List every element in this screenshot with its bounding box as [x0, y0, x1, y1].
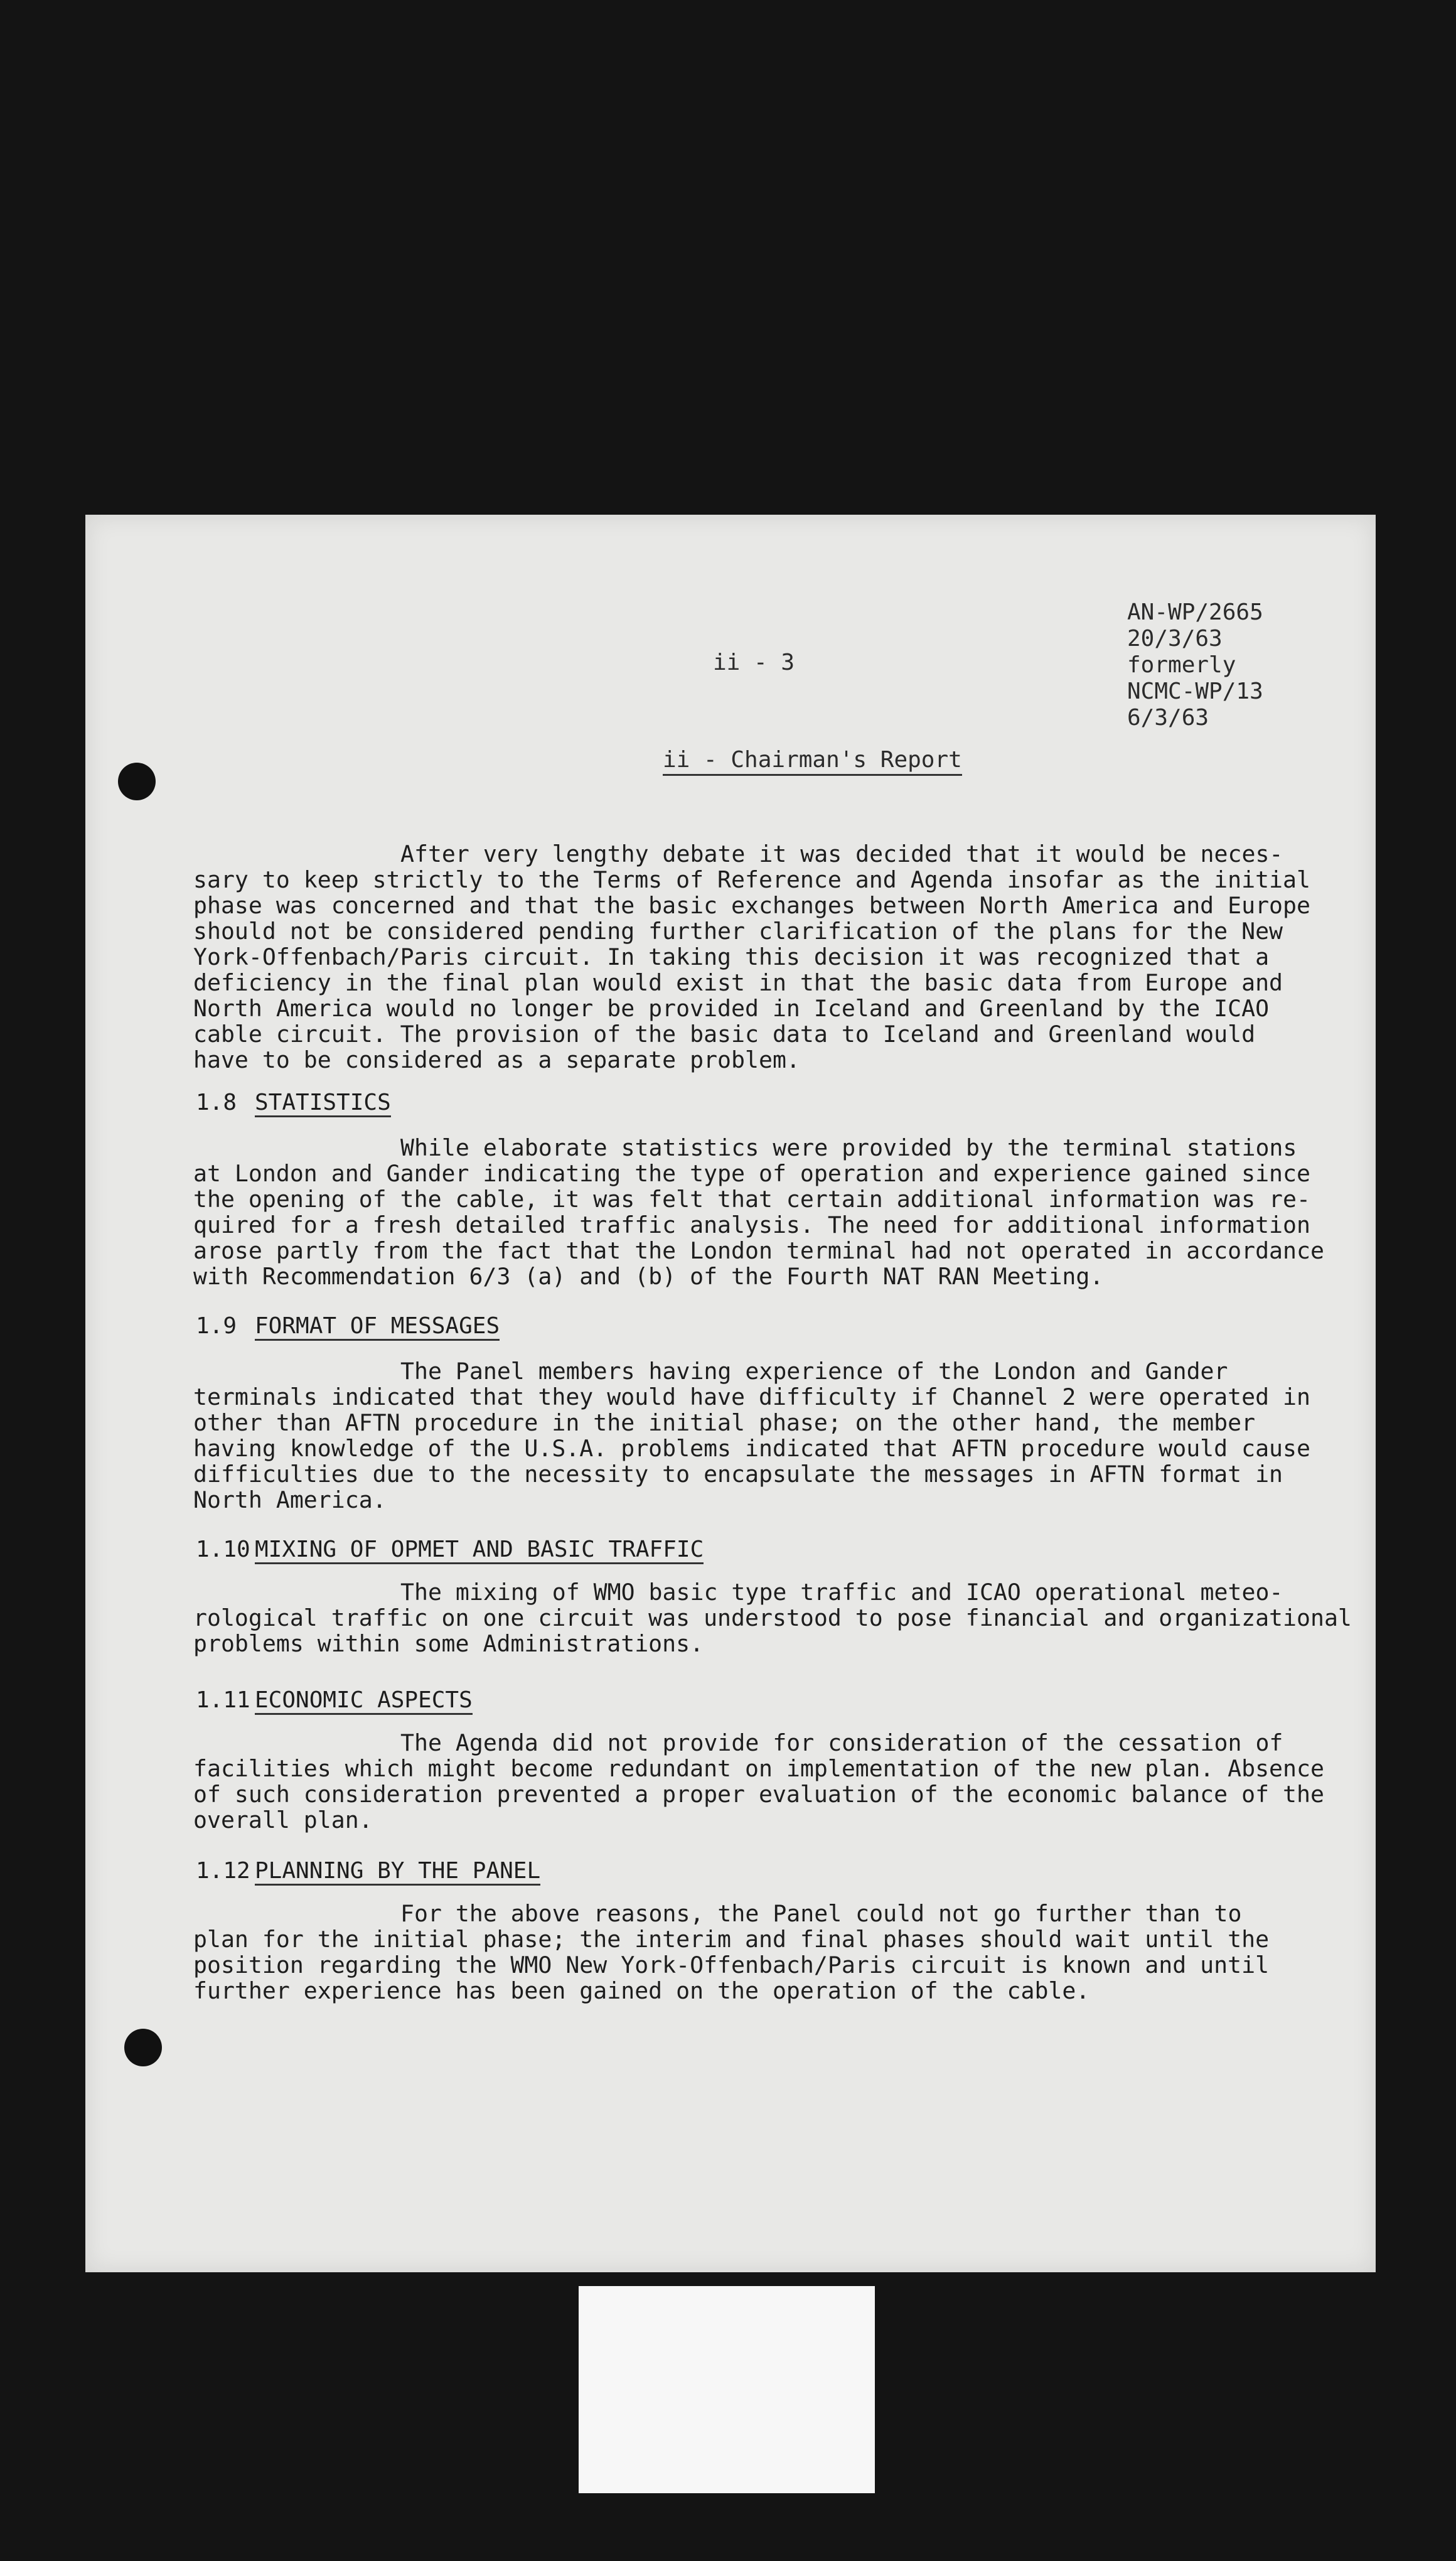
page-number: ii - 3	[713, 650, 795, 675]
section-heading	[196, 1090, 391, 1115]
text-line: at London and Gander indicating the type of operation and experience gained since	[193, 1160, 1310, 1187]
page-heading: ii - Chairman's Report	[663, 747, 962, 776]
text-line: overall plan.	[193, 1807, 373, 1834]
text-line: having knowledge of the U.S.A. problems indicated that AFTN procedure would cause	[193, 1435, 1310, 1462]
text-line: York-Offenbach/Paris circuit. In taking this decision it was recognized that a	[193, 943, 1270, 970]
text-line: should not be considered pending further clarification of the plans for the New	[193, 918, 1283, 945]
text-line: sary to keep strictly to the Terms of Reference and Agenda insofar as the initial	[193, 866, 1310, 893]
text-line: further experience has been gained on the operation of the cable.	[193, 1977, 1090, 2004]
punch-hole-bottom	[124, 2029, 162, 2066]
text-line: cable circuit. The provision of the basic data to Iceland and Greenland would	[193, 1021, 1256, 1048]
text-line: phase was concerned and that the basic exchanges between North America and Europe	[193, 892, 1310, 919]
text-line: The Panel members having experience of the London and Gander	[400, 1358, 1228, 1385]
section-number: 1.12	[196, 1858, 250, 1884]
section-heading	[196, 1858, 540, 1884]
section-number: 1.9	[196, 1313, 237, 1339]
text-line: with Recommendation 6/3 (a) and (b) of the Fourth NAT RAN Meeting.	[193, 1263, 1104, 1290]
text-line: The mixing of WMO basic type traffic and ICAO operational meteo-	[400, 1579, 1283, 1606]
text-line: North America.	[193, 1486, 387, 1513]
reference-block	[1127, 599, 1315, 731]
text-line: deficiency in the final plan would exist in that the basic data from Europe and	[193, 969, 1283, 996]
ref-line: 20/3/63	[1127, 626, 1223, 652]
text-line: After very lengthy debate it was decided that it would be neces-	[400, 840, 1283, 867]
section-heading	[196, 1313, 500, 1339]
text-line: North America would no longer be provided in Iceland and Greenland by the ICAO	[193, 995, 1270, 1022]
section-paragraph	[193, 1729, 1324, 1834]
punch-hole-top	[118, 763, 156, 800]
text-line: For the above reasons, the Panel could not go further than to	[400, 1900, 1242, 1927]
text-line: position regarding the WMO New York-Offenbach/Paris circuit is known and until	[193, 1952, 1270, 1978]
section-paragraph	[193, 1579, 1352, 1657]
text-line: the opening of the cable, it was felt that certain additional information was re-	[193, 1186, 1310, 1213]
section-paragraph	[193, 1358, 1310, 1513]
text-line: plan for the initial phase; the interim and final phases should wait until the	[193, 1926, 1270, 1953]
text-line: problems within some Administrations.	[193, 1630, 704, 1657]
ref-line: 6/3/63	[1127, 705, 1209, 731]
section-number: 1.8	[196, 1090, 237, 1115]
section-paragraph	[193, 1901, 1298, 2004]
section-number: 1.10	[196, 1537, 250, 1562]
text-line: terminals indicated that they would have difficulty if Channel 2 were operated in	[193, 1383, 1310, 1410]
text-line: The Agenda did not provide for consideration of the cessation of	[400, 1729, 1283, 1756]
intro-paragraph	[193, 840, 1310, 1073]
text-line: facilities which might become redundant on implementation of the new plan. Absence	[193, 1755, 1324, 1782]
section-heading	[196, 1537, 704, 1562]
section-paragraph	[193, 1134, 1324, 1290]
section-number: 1.11	[196, 1687, 250, 1713]
section-title: MIXING OF OPMET AND BASIC TRAFFIC	[255, 1537, 704, 1564]
text-line: have to be considered as a separate problem.	[193, 1046, 800, 1073]
ref-line: AN-WP/2665	[1127, 599, 1263, 625]
text-line: quired for a fresh detailed traffic analysis. The need for additional information	[193, 1211, 1310, 1238]
blank-slip	[579, 2286, 875, 2493]
section-title: STATISTICS	[255, 1090, 391, 1117]
ref-line: NCMC-WP/13	[1127, 679, 1263, 704]
text-line: While elaborate statistics were provided by the terminal stations	[400, 1134, 1297, 1161]
ref-line: formerly	[1127, 652, 1236, 678]
text-line: rological traffic on one circuit was understood to pose financial and organizational	[193, 1604, 1352, 1631]
section-title: PLANNING BY THE PANEL	[255, 1858, 540, 1886]
section-title: ECONOMIC ASPECTS	[255, 1687, 473, 1715]
text-line: arose partly from the fact that the London terminal had not operated in accordance	[193, 1237, 1324, 1264]
text-line: other than AFTN procedure in the initial phase; on the other hand, the member	[193, 1409, 1256, 1436]
section-heading	[196, 1687, 473, 1713]
section-title: FORMAT OF MESSAGES	[255, 1313, 500, 1341]
text-line: difficulties due to the necessity to encapsulate the messages in AFTN format in	[193, 1461, 1283, 1488]
text-line: of such consideration prevented a proper evaluation of the economic balance of the	[193, 1781, 1324, 1808]
